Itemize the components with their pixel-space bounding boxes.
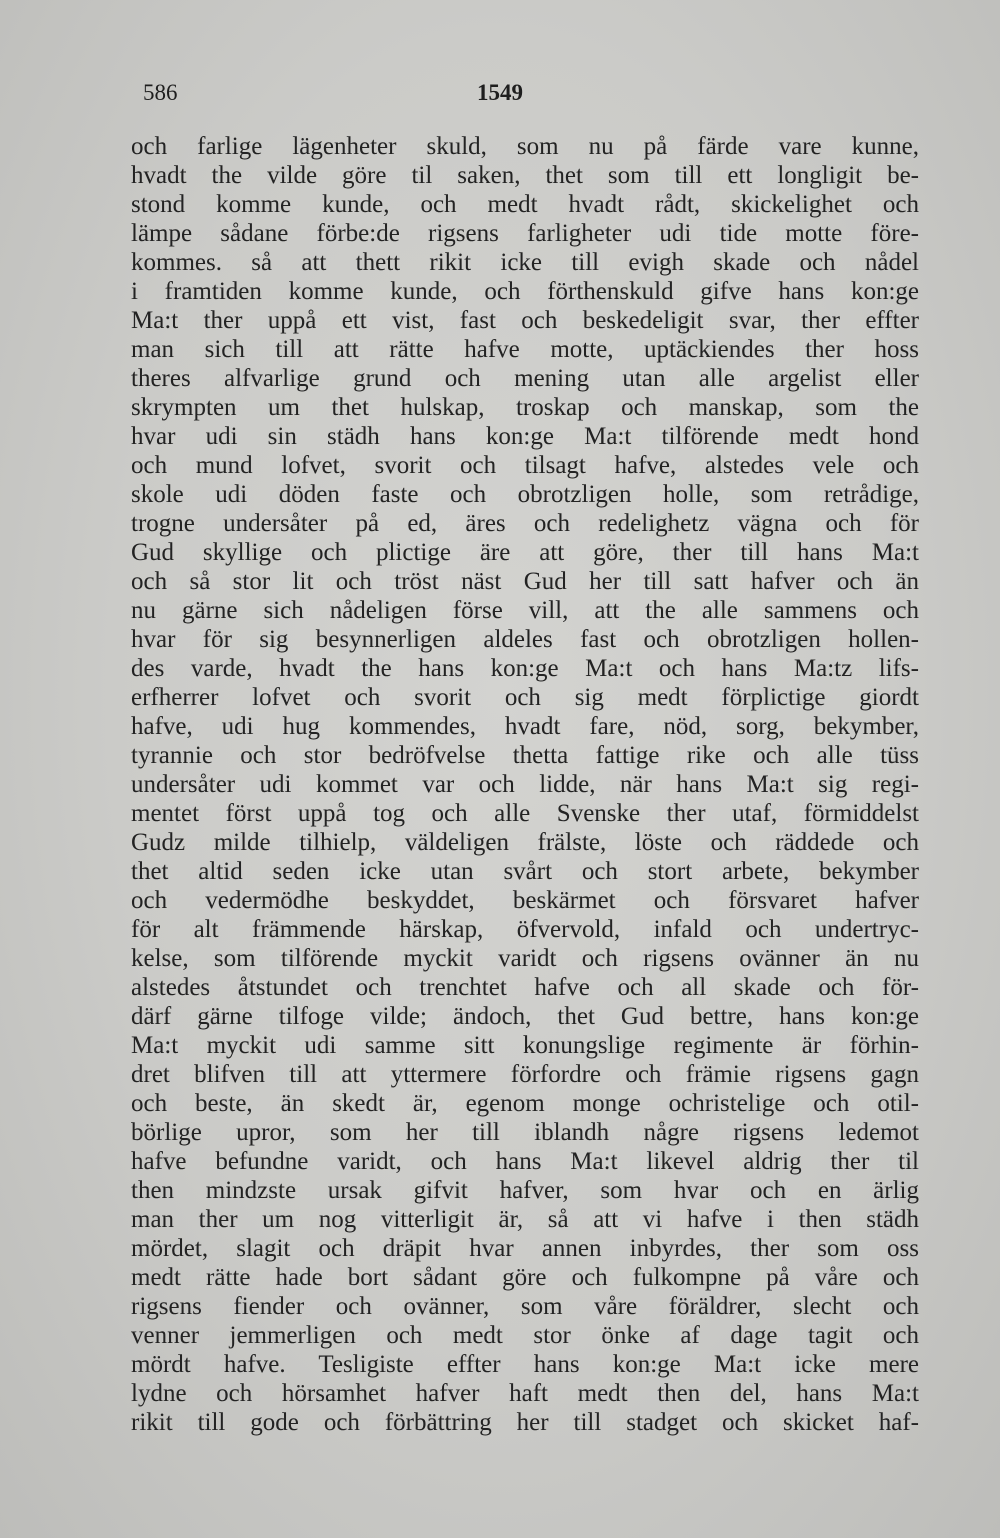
text-line: hvadt the vilde göre til saken, thet som till ett longligit be- <box>131 162 919 189</box>
text-line: hvar udi sin städh hans kon:ge Ma:t tilförende medt hond <box>131 423 919 450</box>
text-line: börlige upror, som her till iblandh någre rigsens ledemot <box>131 1119 919 1146</box>
text-line: Gud skyllige och plictige äre att göre, ther till hans Ma:t <box>131 539 919 566</box>
text-line: mentet först uppå tog och alle Svenske ther utaf, förmiddelst <box>131 800 919 827</box>
text-line: och farlige lägenheter skuld, som nu på färde vare kunne, <box>131 133 919 160</box>
text-line: mördt hafve. Tesligiste effter hans kon:ge Ma:t icke mere <box>131 1351 919 1378</box>
text-line: i framtiden komme kunde, och förthenskuld gifve hans kon:ge <box>131 278 919 305</box>
text-line: och beste, än skedt är, egenom monge ochristelige och otil- <box>131 1090 919 1117</box>
text-line: des varde, hvadt the hans kon:ge Ma:t och hans Ma:tz lifs- <box>131 655 919 682</box>
text-line: Gudz milde tilhielp, väldeligen frälste, löste och räddede och <box>131 829 919 856</box>
text-line: erfherrer lofvet och svorit och sig medt förplictige giordt <box>131 684 919 711</box>
text-line: stond komme kunde, och medt hvadt rådt, skickelighet och <box>131 191 919 218</box>
text-line: hafve, udi hug kommendes, hvadt fare, nöd, sorg, bekymber, <box>131 713 919 740</box>
text-line: och så stor lit och tröst näst Gud her till satt hafver och än <box>131 568 919 595</box>
text-line: kommes. så att thett rikit icke till evigh skade och nådel <box>131 249 919 276</box>
text-line: för alt främmende härskap, öfvervold, infald och undertryc- <box>131 916 919 943</box>
text-line: lydne och hörsamhet hafver haft medt then del, hans Ma:t <box>131 1380 919 1407</box>
page-number: 586 <box>143 80 178 105</box>
text-line: hvar för sig besynnerligen aldeles fast och obrotzligen hollen- <box>131 626 919 653</box>
text-line: rigsens fiender och ovänner, som våre föräldrer, slecht och <box>131 1293 919 1320</box>
body-text <box>131 132 919 1437</box>
text-line: skole udi döden faste och obrotzligen holle, som retrådige, <box>131 481 919 508</box>
text-line: kelse, som tilförende myckit varidt och rigsens ovänner än nu <box>131 945 919 972</box>
text-line: alstedes åtstundet och trenchtet hafve och all skade och för- <box>131 974 919 1001</box>
text-line: Ma:t myckit udi samme sitt konungslige regimente är förhin- <box>131 1032 919 1059</box>
text-line: Ma:t ther uppå ett vist, fast och beskedeligit svar, ther effter <box>131 307 919 334</box>
text-line: mördet, slagit och dräpit hvar annen inbyrdes, ther som oss <box>131 1235 919 1262</box>
text-line: then mindzste ursak gifvit hafver, som hvar och en ärlig <box>131 1177 919 1204</box>
text-line: man sich till att rätte hafve motte, uptäckiendes ther hoss <box>131 336 919 363</box>
text-line: rikit till gode och förbättring her till stadget och skicket haf- <box>131 1409 919 1436</box>
page-header <box>143 80 857 110</box>
text-line: undersåter udi kommet var och lidde, när hans Ma:t sig regi- <box>131 771 919 798</box>
text-line: och vedermödhe beskyddet, beskärmet och försvaret hafver <box>131 887 919 914</box>
text-line: skrympten um thet hulskap, troskap och manskap, som the <box>131 394 919 421</box>
text-line: thet altid seden icke utan svårt och stort arbete, bekymber <box>131 858 919 885</box>
text-line: därf gärne tilfoge vilde; ändoch, thet Gud bettre, hans kon:ge <box>131 1003 919 1030</box>
text-line: tyrannie och stor bedröfvelse thetta fattige rike och alle tüss <box>131 742 919 769</box>
text-line: theres alfvarlige grund och mening utan alle argelist eller <box>131 365 919 392</box>
text-line: nu gärne sich nådeligen förse vill, att the alle sammens och <box>131 597 919 624</box>
text-line: dret blifven till att yttermere förfordre och främie rigsens gagn <box>131 1061 919 1088</box>
text-line: venner jemmerligen och medt stor önke af dage tagit och <box>131 1322 919 1349</box>
text-line: och mund lofvet, svorit och tilsagt hafve, alstedes vele och <box>131 452 919 479</box>
running-header-year: 1549 <box>477 80 523 105</box>
text-line: hafve befundne varidt, och hans Ma:t likevel aldrig ther til <box>131 1148 919 1175</box>
text-line: medt rätte hade bort sådant göre och fulkompne på våre och <box>131 1264 919 1291</box>
text-line: trogne undersåter på ed, äres och redelighetz vägna och för <box>131 510 919 537</box>
text-line: lämpe sådane förbe:de rigsens farligheter udi tide motte före- <box>131 220 919 247</box>
text-line: man ther um nog vitterligit är, så att vi hafve i then städh <box>131 1206 919 1233</box>
